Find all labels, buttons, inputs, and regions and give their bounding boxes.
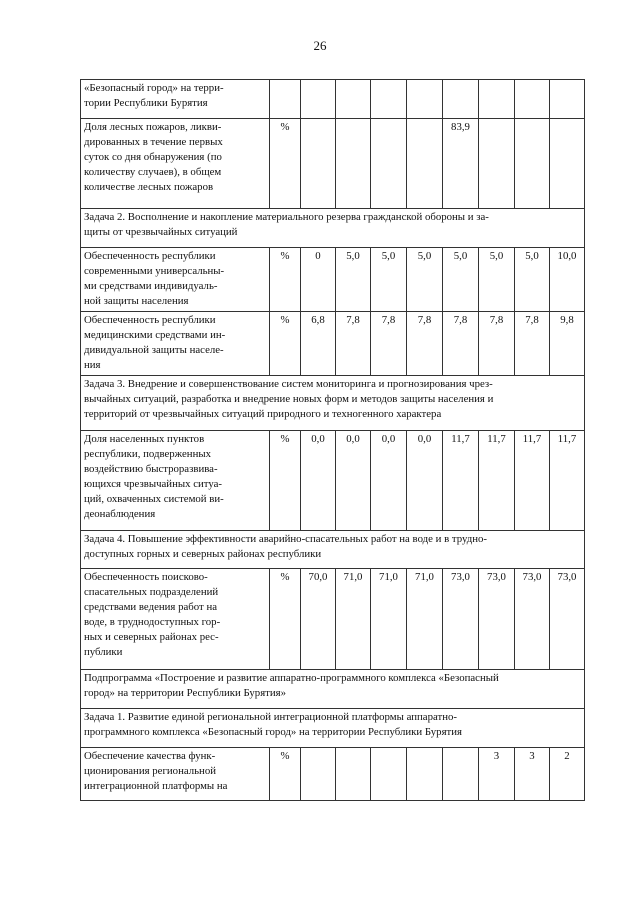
value-cell [371, 119, 407, 209]
value-cell: 71,0 [407, 569, 443, 670]
value-cell [301, 119, 336, 209]
value-cell [301, 748, 336, 801]
indicator-label: Доля населенных пунктов республики, подверженных воздействию быстроразвива- ющихся чрезвычайных ситуа- ций, охваченных системой ви- деонаблюдения [81, 431, 270, 531]
section-row [81, 709, 585, 748]
value-cell [479, 119, 515, 209]
value-cell: 5,0 [515, 248, 550, 312]
value-cell [443, 80, 479, 119]
value-cell: 7,8 [515, 312, 550, 376]
value-cell [407, 80, 443, 119]
value-cell [407, 748, 443, 801]
indicator-label: Обеспеченность поисково- спасательных подразделений средствами ведения работ на воде, в труднодоступных гор- ных и северных районах рес- публики [81, 569, 270, 670]
value-cell: 9,8 [550, 312, 585, 376]
value-cell [515, 119, 550, 209]
value-cell: 73,0 [550, 569, 585, 670]
value-cell [336, 119, 371, 209]
value-cell: 5,0 [371, 248, 407, 312]
section-heading: Задача 1. Развитие единой региональной интеграционной платформы аппаратно- программного комплекса «Безопасный город» на территории Республики Бурятия [81, 709, 585, 748]
value-cell: 7,8 [479, 312, 515, 376]
indicator-row [81, 119, 585, 209]
indicator-label: Обеспеченность республики медицинскими средствами ин- дивидуальной защиты населе- ния [81, 312, 270, 376]
value-cell: 11,7 [443, 431, 479, 531]
unit-cell: % [270, 119, 301, 209]
value-cell: 5,0 [336, 248, 371, 312]
value-cell [371, 748, 407, 801]
unit-cell: % [270, 748, 301, 801]
indicators-table [80, 79, 585, 801]
section-heading: Задача 3. Внедрение и совершенствование систем мониторинга и прогнозирования чрез- вычайных ситуаций, разработка и внедрение новых форм и методов защиты населения и территорий от чрезвычайных ситуаций природного и техногенного характера [81, 376, 585, 431]
indicator-label: Обеспечение качества функ- ционирования региональной интеграционной платформы на [81, 748, 270, 801]
section-row [81, 531, 585, 569]
value-cell: 11,7 [550, 431, 585, 531]
value-cell [515, 80, 550, 119]
section-heading: Задача 4. Повышение эффективности аварийно-спасательных работ на воде и в трудно- доступных горных и северных районах республики [81, 531, 585, 569]
value-cell: 5,0 [443, 248, 479, 312]
indicator-row [81, 431, 585, 531]
value-cell: 6,8 [301, 312, 336, 376]
value-cell: 83,9 [443, 119, 479, 209]
value-cell: 2 [550, 748, 585, 801]
indicator-label: Обеспеченность республики современными универсальны- ми средствами индивидуаль- ной защиты населения [81, 248, 270, 312]
value-cell: 7,8 [407, 312, 443, 376]
value-cell: 7,8 [336, 312, 371, 376]
section-row [81, 209, 585, 248]
section-row [81, 376, 585, 431]
value-cell: 3 [479, 748, 515, 801]
indicator-row [81, 312, 585, 376]
value-cell [371, 80, 407, 119]
section-heading: Задача 2. Восполнение и накопление материального резерва гражданской обороны и за- щиты от чрезвычайных ситуаций [81, 209, 585, 248]
indicator-row [81, 80, 585, 119]
value-cell [336, 80, 371, 119]
value-cell: 11,7 [515, 431, 550, 531]
section-heading: Подпрограмма «Построение и развитие аппаратно-программного комплекса «Безопасный город» на территории Республики Бурятия» [81, 670, 585, 709]
unit-cell: % [270, 248, 301, 312]
unit-cell: % [270, 312, 301, 376]
unit-cell: % [270, 569, 301, 670]
value-cell [550, 119, 585, 209]
value-cell [407, 119, 443, 209]
value-cell: 73,0 [515, 569, 550, 670]
value-cell: 5,0 [479, 248, 515, 312]
value-cell: 10,0 [550, 248, 585, 312]
indicator-row [81, 748, 585, 801]
value-cell [336, 748, 371, 801]
indicator-label: «Безопасный город» на терри- тории Республики Бурятия [81, 80, 270, 119]
value-cell: 0,0 [407, 431, 443, 531]
value-cell [301, 80, 336, 119]
indicator-label: Доля лесных пожаров, ликви- дированных в течение первых суток со дня обнаружения (по количеству случаев), в общем количестве лесных пожаров [81, 119, 270, 209]
value-cell [479, 80, 515, 119]
value-cell: 0,0 [301, 431, 336, 531]
value-cell: 0,0 [336, 431, 371, 531]
indicator-row [81, 569, 585, 670]
value-cell: 71,0 [336, 569, 371, 670]
indicator-row [81, 248, 585, 312]
value-cell: 7,8 [371, 312, 407, 376]
value-cell: 5,0 [407, 248, 443, 312]
unit-cell [270, 80, 301, 119]
value-cell: 7,8 [443, 312, 479, 376]
section-row [81, 670, 585, 709]
value-cell: 73,0 [443, 569, 479, 670]
value-cell: 0,0 [371, 431, 407, 531]
value-cell: 71,0 [371, 569, 407, 670]
value-cell: 0 [301, 248, 336, 312]
page-number: 26 [313, 38, 327, 53]
value-cell [550, 80, 585, 119]
value-cell: 3 [515, 748, 550, 801]
value-cell: 11,7 [479, 431, 515, 531]
value-cell: 70,0 [301, 569, 336, 670]
unit-cell: % [270, 431, 301, 531]
value-cell: 73,0 [479, 569, 515, 670]
value-cell [443, 748, 479, 801]
